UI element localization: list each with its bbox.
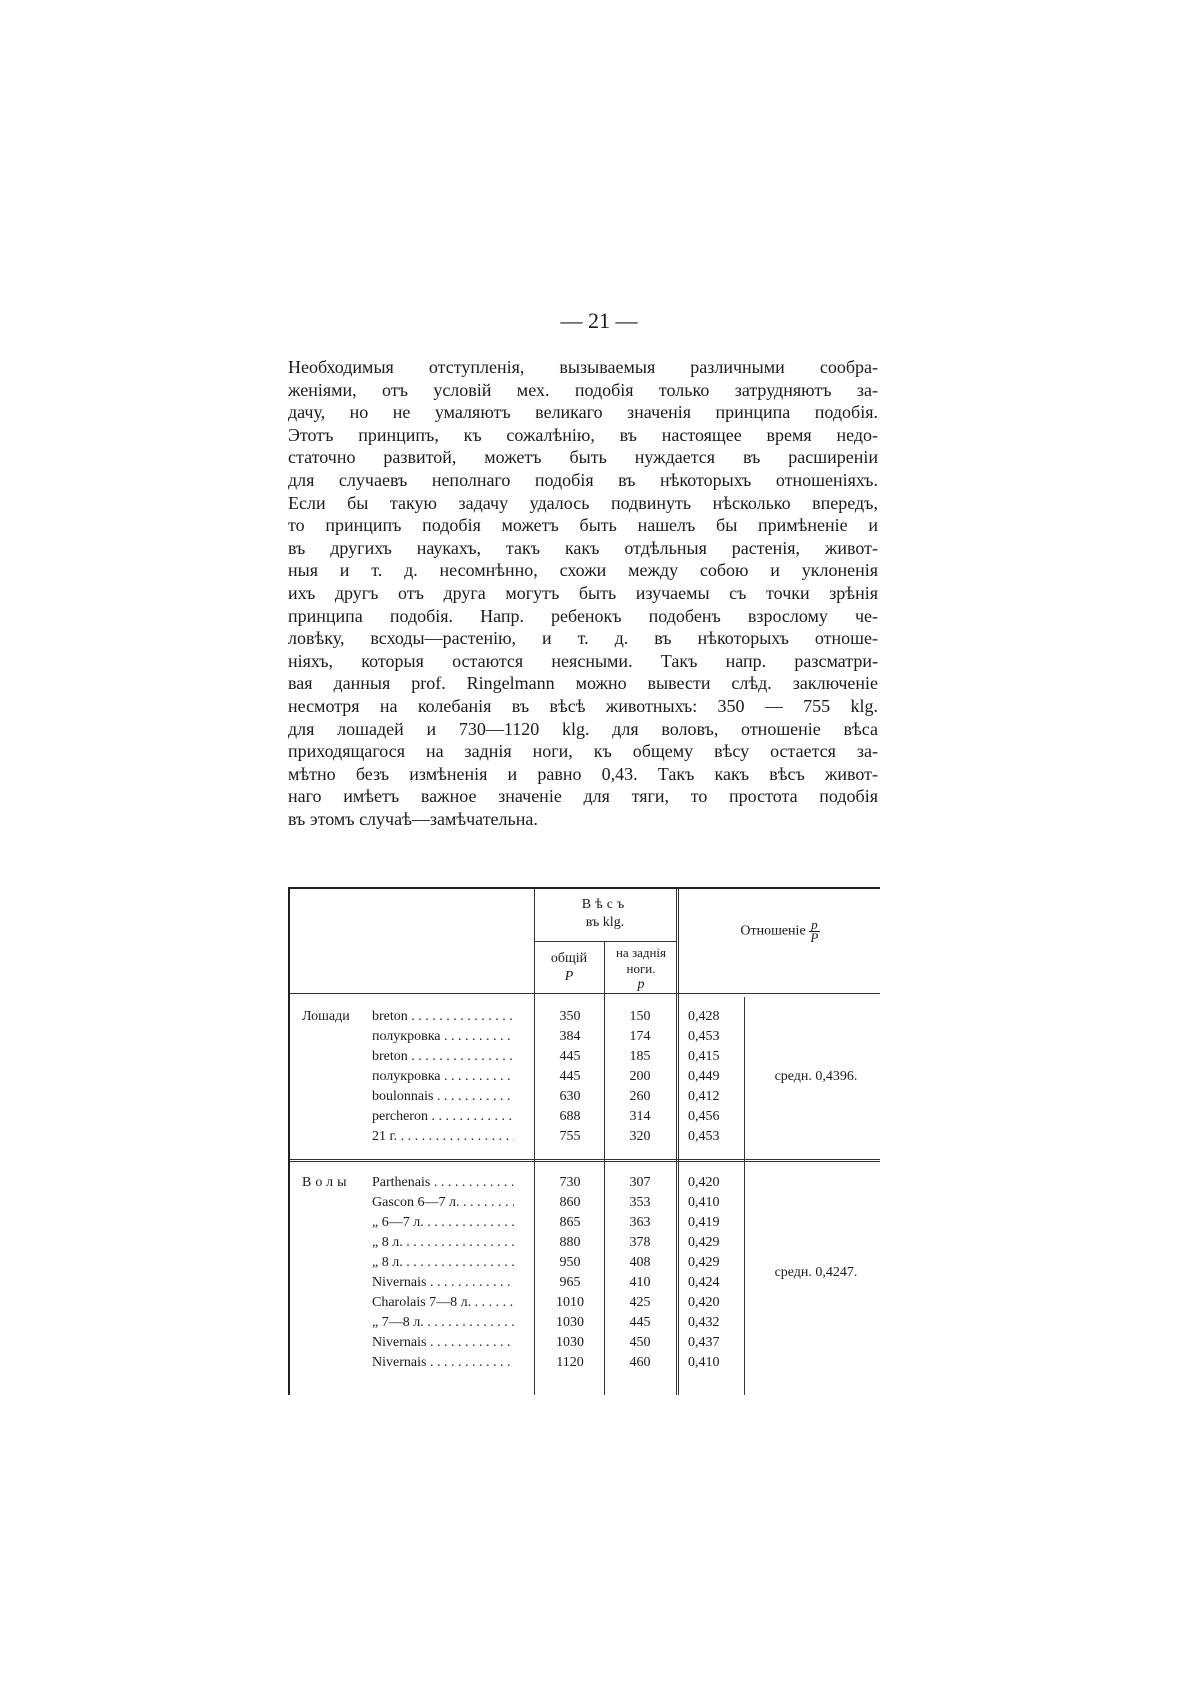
ratio-value: 0,429 — [688, 1255, 720, 1270]
ratio-value: 0,412 — [688, 1089, 720, 1104]
total-weight: 1120 — [556, 1355, 584, 1370]
ratio-value: 0,415 — [688, 1049, 720, 1064]
ratio-value: 0,449 — [688, 1069, 720, 1084]
rear-weight: 260 — [629, 1089, 651, 1104]
table-row — [290, 1253, 880, 1273]
header-rule — [290, 993, 880, 994]
body-paragraph — [288, 356, 878, 830]
paragraph-line: женіями, отъ условій мех. подобія только затрудняютъ за- — [288, 379, 878, 400]
animal-name: „ 8 л. . . . — [372, 1253, 514, 1273]
ratio-value: 0,419 — [688, 1215, 720, 1230]
rear-weight: 185 — [629, 1049, 651, 1064]
animal-name: Nivernais . . . — [372, 1273, 514, 1293]
total-weight-header: общій — [550, 951, 588, 966]
paragraph-line: наго имѣетъ важное значеніе для тяги, то простота подобія — [288, 786, 878, 807]
table-row — [290, 1313, 880, 1333]
animal-name: Parthenais . . . — [372, 1173, 514, 1193]
table-row — [290, 1027, 880, 1047]
total-weight: 730 — [559, 1175, 581, 1190]
rear-weight: 314 — [629, 1109, 651, 1124]
total-weight: 445 — [559, 1069, 581, 1084]
paragraph-line: ніяхъ, которыя остаются неясными. Такъ напр. разсматри- — [288, 650, 878, 671]
total-weight: 1030 — [556, 1315, 584, 1330]
animal-name: boulonnais . . . — [372, 1087, 514, 1107]
paragraph-line: ныя и т. д. несомнѣнно, схожи между собою и уклоненія — [288, 560, 878, 581]
ratio-value: 0,453 — [688, 1129, 720, 1144]
total-weight: 860 — [559, 1195, 581, 1210]
paragraph-line: для лошадей и 730—1120 klg. для воловъ, отношеніе вѣса — [288, 718, 878, 739]
total-weight: 755 — [559, 1129, 581, 1144]
rear-weight: 363 — [629, 1215, 651, 1230]
weight-unit-header: въ klg. — [585, 915, 625, 930]
table-row — [290, 1067, 880, 1087]
rear-weight: 408 — [629, 1255, 651, 1270]
table-row — [290, 1193, 880, 1213]
table-row — [290, 1213, 880, 1233]
animal-name: Charolais 7—8 л. . . . — [372, 1293, 514, 1313]
group-label-oxen: Волы — [302, 1175, 351, 1190]
animal-name: Gascon 6—7 л. . . . — [372, 1193, 514, 1213]
total-weight: 965 — [559, 1275, 581, 1290]
table-row — [290, 1333, 880, 1353]
paragraph-line: вая данныя prof. Ringelmann можно вывести слѣд. заключеніе — [288, 673, 878, 694]
ratio-value: 0,453 — [688, 1029, 720, 1044]
group-rule — [290, 1159, 880, 1162]
table-row — [290, 1173, 880, 1193]
rear-weight: 445 — [629, 1315, 651, 1330]
weight-ratio-table — [288, 887, 880, 1395]
total-weight-symbol: P — [564, 969, 574, 984]
animal-name: 21 г. . . . — [372, 1127, 514, 1147]
table-row — [290, 1127, 880, 1147]
ratio-numerator: p — [811, 917, 818, 932]
total-weight: 1030 — [556, 1335, 584, 1350]
total-weight: 688 — [559, 1109, 581, 1124]
paragraph-line: въ другихъ наукахъ, такъ какъ отдѣльныя растенія, живот- — [288, 537, 878, 558]
ratio-value: 0,420 — [688, 1295, 720, 1310]
total-weight: 880 — [559, 1235, 581, 1250]
animal-name: „ 6—7 л. . . . — [372, 1213, 514, 1233]
paragraph-line: статочно развитой, можетъ быть нуждается въ расширеніи — [288, 447, 878, 468]
weight-header: Вѣсъ — [581, 897, 629, 912]
ratio-value: 0,456 — [688, 1109, 720, 1124]
ratio-label: Отношеніе — [740, 923, 806, 939]
group-average-horses: средн. 0,4396. — [774, 1069, 858, 1084]
ratio-value: 0,429 — [688, 1235, 720, 1250]
rear-weight: 200 — [629, 1069, 651, 1084]
paragraph-line: Необходимыя отступленія, вызываемыя различными сообра- — [288, 357, 878, 377]
header-rule — [534, 941, 676, 942]
paragraph-line: ловѣку, всходы—растенію, и т. д. въ нѣкоторыхъ отноше- — [288, 628, 878, 649]
rear-weight: 320 — [629, 1129, 651, 1144]
rear-weight: 378 — [629, 1235, 651, 1250]
table-row — [290, 1293, 880, 1313]
total-weight: 950 — [559, 1255, 581, 1270]
ratio-denominator: P — [810, 930, 819, 945]
animal-name: „ 8 л. . . . — [372, 1233, 514, 1253]
rear-weight: 450 — [629, 1335, 651, 1350]
table-row — [290, 1273, 880, 1293]
animal-name: полукровка . . . — [372, 1027, 514, 1047]
paragraph-line: дачу, но не умаляютъ великаго значенія принципа подобія. — [288, 402, 878, 423]
page-number: — 21 — — [560, 308, 638, 333]
ratio-value: 0,410 — [688, 1355, 720, 1370]
rear-weight: 410 — [629, 1275, 651, 1290]
paragraph-line: приходящагося на заднія ноги, къ общему вѣсу остается за- — [288, 741, 878, 762]
rear-weight-symbol: p — [637, 977, 645, 992]
table-row — [290, 1007, 880, 1027]
rear-weight: 150 — [629, 1009, 651, 1024]
group-label-horses: Лошади — [302, 1009, 350, 1024]
paragraph-line: мѣтно безъ измѣненія и равно 0,43. Такъ какъ вѣсъ живот- — [288, 763, 878, 784]
table-row — [290, 1353, 880, 1373]
ratio-value: 0,432 — [688, 1315, 720, 1330]
ratio-header — [680, 919, 880, 944]
table-row — [290, 1233, 880, 1253]
total-weight: 1010 — [556, 1295, 584, 1310]
ratio-value: 0,424 — [688, 1275, 720, 1290]
total-weight: 865 — [559, 1215, 581, 1230]
ratio-value: 0,420 — [688, 1175, 720, 1190]
animal-name: breton . . . — [372, 1007, 514, 1027]
paragraph-line: несмотря на колебанія въ вѣсѣ животныхъ: 350 — 755 klg. — [288, 695, 878, 716]
table-row — [290, 1087, 880, 1107]
ratio-fraction — [809, 919, 820, 944]
paragraph-line: Если бы такую задачу удалось подвинуть нѣсколько впередъ, — [288, 492, 878, 513]
ratio-value: 0,437 — [688, 1335, 720, 1350]
paragraph-line: принципа подобія. Напр. ребенокъ подобенъ взрослому че- — [288, 605, 878, 626]
total-weight: 630 — [559, 1089, 581, 1104]
animal-name: percheron . . . — [372, 1107, 514, 1127]
rear-weight: 307 — [629, 1175, 651, 1190]
total-weight: 384 — [559, 1029, 581, 1044]
rear-weight: 425 — [629, 1295, 651, 1310]
animal-name: Nivernais . . . — [372, 1353, 514, 1373]
total-weight: 445 — [559, 1049, 581, 1064]
table-row — [290, 1047, 880, 1067]
paragraph-line: для случаевъ неполнаго подобія въ нѣкоторыхъ отношеніяхъ. — [288, 469, 878, 490]
rear-weight: 460 — [629, 1355, 651, 1370]
rear-weight: 353 — [629, 1195, 651, 1210]
total-weight: 350 — [559, 1009, 581, 1024]
paragraph-line: то принципъ подобія можетъ быть нашелъ бы примѣненіе и — [288, 515, 878, 536]
animal-name: breton . . . — [372, 1047, 514, 1067]
animal-name: полукровка . . . — [372, 1067, 514, 1087]
group-average-oxen: средн. 0,4247. — [774, 1265, 858, 1280]
ratio-value: 0,428 — [688, 1009, 720, 1024]
animal-name: „ 7—8 л. . . . — [372, 1313, 514, 1333]
paragraph-line: ихъ другъ отъ друга могутъ быть изучаемы съ точки зрѣнія — [288, 582, 878, 603]
paragraph-line: въ этомъ случаѣ—замѣчательна. — [288, 808, 538, 829]
rear-weight: 174 — [629, 1029, 651, 1044]
table-row — [290, 1107, 880, 1127]
rear-weight-header: на заднія ноги. — [615, 945, 667, 976]
animal-name: Nivernais . . . — [372, 1333, 514, 1353]
paragraph-line: Этотъ принципъ, къ сожалѣнію, въ настоящее время недо- — [288, 424, 878, 445]
ratio-value: 0,410 — [688, 1195, 720, 1210]
